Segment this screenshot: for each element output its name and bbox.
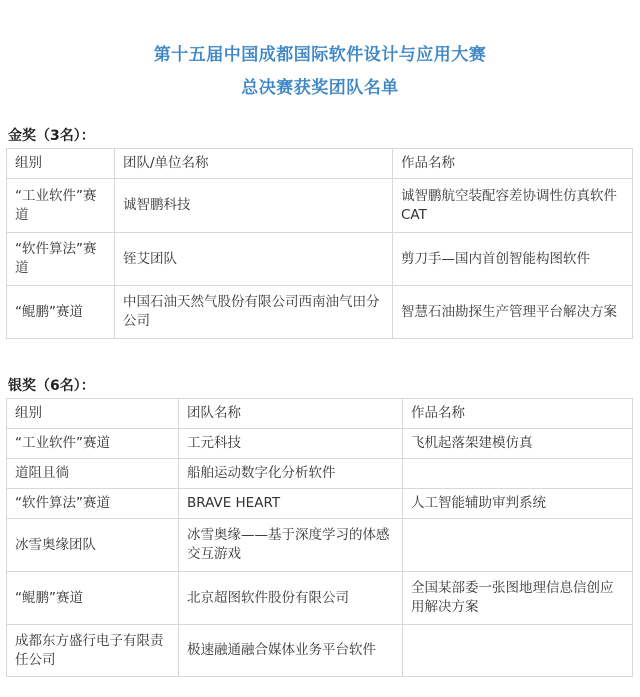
table-cell: 诚智鹏航空装配容差协调性仿真软件CAT	[393, 179, 633, 233]
table-cell: “软件算法”赛道	[7, 233, 115, 286]
gold-award-heading: 金奖（3名）：	[8, 128, 95, 144]
table-cell: 智慧石油勘探生产管理平台解决方案	[393, 286, 633, 339]
table-cell: 冰雪奥缘团队	[7, 519, 179, 572]
table-cell: “软件算法”赛道	[7, 489, 179, 519]
table-cell: “鲲鹏”赛道	[7, 572, 179, 625]
header-cell-group: 组别	[7, 399, 179, 429]
table-cell: 诚智鹏科技	[115, 179, 393, 233]
table-cell: 中国石油天然气股份有限公司西南油气田分公司	[115, 286, 393, 339]
table-row	[7, 233, 633, 286]
silver-award-table	[6, 398, 633, 677]
table-row	[7, 286, 633, 339]
page-title: 第十五届中国成都国际软件设计与应用大赛	[153, 45, 487, 65]
table-row	[7, 572, 633, 625]
table-header-row	[7, 149, 633, 179]
table-cell: 成都东方盛行电子有限责任公司	[7, 625, 179, 677]
table-cell: 剪刀手—国内首创智能构图软件	[393, 233, 633, 286]
table-row	[7, 429, 633, 459]
table-cell: 道阻且徜	[7, 459, 179, 489]
table-row	[7, 519, 633, 572]
table-row	[7, 179, 633, 233]
table-cell: “鲲鹏”赛道	[7, 286, 115, 339]
table-row	[7, 459, 633, 489]
table-cell	[403, 459, 633, 489]
table-cell: “工业软件”赛道	[7, 429, 179, 459]
table-row	[7, 625, 633, 677]
header-cell-team: 团队名称	[179, 399, 403, 429]
table-row	[7, 489, 633, 519]
header-cell-group: 组别	[7, 149, 115, 179]
table-cell: 全国某部委一张图地理信息信创应用解决方案	[403, 572, 633, 625]
header-cell-work: 作品名称	[403, 399, 633, 429]
table-cell: 极速融通融合媒体业务平台软件	[179, 625, 403, 677]
table-cell: 船舶运动数字化分析软件	[179, 459, 403, 489]
table-cell: 飞机起落架建模仿真	[403, 429, 633, 459]
page-subtitle: 总决赛获奖团队名单	[241, 78, 399, 98]
header-cell-work: 作品名称	[393, 149, 633, 179]
table-cell: BRAVE HEART	[179, 489, 403, 519]
table-cell	[403, 625, 633, 677]
table-cell: 人工智能辅助审判系统	[403, 489, 633, 519]
table-cell	[403, 519, 633, 572]
table-header-row	[7, 399, 633, 429]
gold-award-table	[6, 148, 633, 339]
table-cell: 工元科技	[179, 429, 403, 459]
table-cell: 冰雪奥缘——基于深度学习的体感交互游戏	[179, 519, 403, 572]
silver-award-heading: 银奖（6名）：	[8, 378, 95, 394]
table-cell: 北京超图软件股份有限公司	[179, 572, 403, 625]
table-cell: 铚艾团队	[115, 233, 393, 286]
table-cell: “工业软件”赛道	[7, 179, 115, 233]
header-cell-team: 团队/单位名称	[115, 149, 393, 179]
